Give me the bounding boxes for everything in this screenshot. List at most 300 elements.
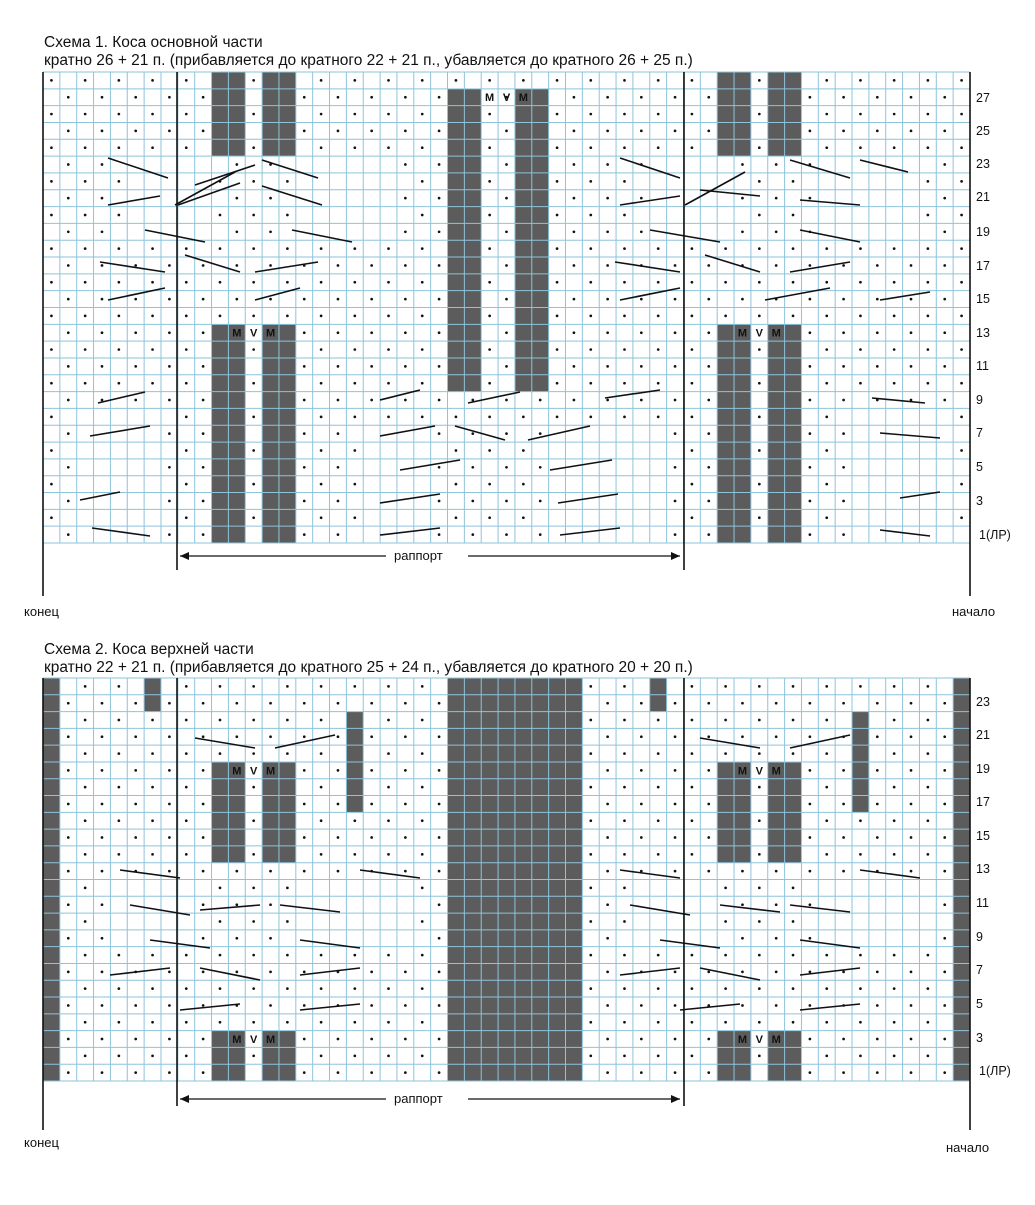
scheme2-row-3: 3 <box>976 1031 983 1045</box>
purl-dot <box>101 803 104 806</box>
purl-dot <box>927 853 930 856</box>
purl-dot <box>202 702 205 705</box>
purl-dot <box>775 903 778 906</box>
purl-dot <box>421 1054 424 1057</box>
purl-dot <box>606 1004 609 1007</box>
dark-cell <box>717 1064 734 1081</box>
purl-dot <box>337 836 340 839</box>
purl-dot <box>404 870 407 873</box>
purl-dot <box>252 1054 255 1057</box>
purl-dot <box>117 719 120 722</box>
scheme1-row-13: 13 <box>976 326 990 340</box>
purl-dot <box>202 1038 205 1041</box>
purl-dot <box>707 735 710 738</box>
purl-dot <box>741 903 744 906</box>
cable-cross <box>360 870 420 878</box>
dark-cell <box>498 695 515 712</box>
dark-cell <box>481 980 498 997</box>
dark-cell <box>498 863 515 880</box>
purl-dot <box>84 1054 87 1057</box>
dark-cell <box>768 779 785 796</box>
dark-cell <box>464 863 481 880</box>
cable-cross <box>180 1004 240 1010</box>
purl-dot <box>910 735 913 738</box>
dark-cell <box>549 812 566 829</box>
dark-cell <box>785 1031 802 1048</box>
purl-dot <box>825 1054 828 1057</box>
stitch-symbol: M <box>265 765 276 778</box>
purl-dot <box>252 752 255 755</box>
dark-cell <box>565 980 582 997</box>
dark-cell <box>212 779 229 796</box>
dark-cell <box>448 1047 465 1064</box>
purl-dot <box>67 803 70 806</box>
dark-cell <box>565 812 582 829</box>
purl-dot <box>117 685 120 688</box>
dark-cell <box>515 796 532 813</box>
purl-dot <box>842 1038 845 1041</box>
purl-dot <box>623 954 626 957</box>
dark-cell <box>717 1031 734 1048</box>
purl-dot <box>134 1071 137 1074</box>
purl-dot <box>792 752 795 755</box>
purl-dot <box>741 735 744 738</box>
dark-cell <box>498 1031 515 1048</box>
dark-cell <box>448 1064 465 1081</box>
dark-cell <box>532 863 549 880</box>
scheme2-row-7: 7 <box>976 963 983 977</box>
dark-cell <box>212 829 229 846</box>
purl-dot <box>219 887 222 890</box>
purl-dot <box>943 803 946 806</box>
purl-dot <box>101 836 104 839</box>
dark-cell <box>498 812 515 829</box>
purl-dot <box>320 1021 323 1024</box>
purl-dot <box>303 735 306 738</box>
dark-cell <box>43 913 60 930</box>
dark-cell <box>953 930 970 947</box>
dark-cell <box>43 997 60 1014</box>
purl-dot <box>623 752 626 755</box>
purl-dot <box>809 937 812 940</box>
dark-cell <box>481 829 498 846</box>
purl-dot <box>657 786 660 789</box>
purl-dot <box>438 803 441 806</box>
purl-dot <box>859 987 862 990</box>
purl-dot <box>202 803 205 806</box>
purl-dot <box>303 769 306 772</box>
dark-cell <box>953 762 970 779</box>
purl-dot <box>859 819 862 822</box>
purl-dot <box>387 752 390 755</box>
dark-cell <box>532 880 549 897</box>
dark-cell <box>144 678 161 695</box>
dark-cell <box>565 695 582 712</box>
dark-cell <box>549 728 566 745</box>
scheme2-title: Схема 2. Коса верхней части <box>44 641 254 658</box>
purl-dot <box>775 870 778 873</box>
purl-dot <box>168 735 171 738</box>
purl-dot <box>589 819 592 822</box>
dark-cell <box>481 678 498 695</box>
dark-cell <box>498 762 515 779</box>
stitch-symbol: V <box>755 327 763 340</box>
cable-cross <box>790 905 850 912</box>
scheme1-row-19: 19 <box>976 225 990 239</box>
purl-dot <box>809 1004 812 1007</box>
purl-dot <box>185 954 188 957</box>
dark-cell <box>498 963 515 980</box>
purl-dot <box>134 735 137 738</box>
dark-cell <box>212 796 229 813</box>
purl-dot <box>320 786 323 789</box>
purl-dot <box>387 786 390 789</box>
dark-cell <box>785 1047 802 1064</box>
purl-dot <box>67 769 70 772</box>
dark-cell <box>532 1014 549 1031</box>
dark-cell <box>498 712 515 729</box>
dark-cell <box>515 1047 532 1064</box>
purl-dot <box>370 1071 373 1074</box>
purl-dot <box>674 870 677 873</box>
purl-dot <box>219 719 222 722</box>
purl-dot <box>404 836 407 839</box>
purl-dot <box>927 819 930 822</box>
dark-cell <box>464 678 481 695</box>
purl-dot <box>724 1021 727 1024</box>
dark-cell <box>549 880 566 897</box>
purl-dot <box>758 920 761 923</box>
purl-dot <box>876 836 879 839</box>
dark-cell <box>549 712 566 729</box>
cable-cross <box>790 735 850 748</box>
purl-dot <box>943 836 946 839</box>
purl-dot <box>893 752 896 755</box>
dark-cell <box>464 947 481 964</box>
purl-dot <box>657 1054 660 1057</box>
dark-cell <box>785 812 802 829</box>
dark-cell <box>228 779 245 796</box>
purl-dot <box>387 819 390 822</box>
purl-dot <box>320 719 323 722</box>
scheme2-row-15: 15 <box>976 829 990 843</box>
purl-dot <box>235 903 238 906</box>
purl-dot <box>151 1021 154 1024</box>
dark-cell <box>515 1064 532 1081</box>
dark-cell <box>734 1064 751 1081</box>
scheme1-row-15: 15 <box>976 292 990 306</box>
dark-cell <box>43 863 60 880</box>
purl-dot <box>84 719 87 722</box>
purl-dot <box>640 803 643 806</box>
dark-cell <box>43 1064 60 1081</box>
purl-dot <box>84 954 87 957</box>
purl-dot <box>893 786 896 789</box>
purl-dot <box>758 954 761 957</box>
dark-cell <box>346 796 363 813</box>
dark-cell <box>498 728 515 745</box>
dark-cell <box>515 1031 532 1048</box>
purl-dot <box>67 702 70 705</box>
purl-dot <box>438 870 441 873</box>
purl-dot <box>842 769 845 772</box>
cable-cross <box>200 968 260 980</box>
purl-dot <box>353 685 356 688</box>
dark-cell <box>549 779 566 796</box>
purl-dot <box>927 786 930 789</box>
purl-dot <box>421 719 424 722</box>
purl-dot <box>84 887 87 890</box>
purl-dot <box>842 702 845 705</box>
purl-dot <box>353 1021 356 1024</box>
purl-dot <box>623 1054 626 1057</box>
dark-cell <box>212 1031 229 1048</box>
dark-cell <box>481 846 498 863</box>
purl-dot <box>943 702 946 705</box>
purl-dot <box>842 836 845 839</box>
purl-dot <box>927 954 930 957</box>
dark-cell <box>515 930 532 947</box>
purl-dot <box>185 819 188 822</box>
purl-dot <box>269 937 272 940</box>
purl-dot <box>67 903 70 906</box>
purl-dot <box>404 1038 407 1041</box>
purl-dot <box>117 853 120 856</box>
purl-dot <box>185 786 188 789</box>
dark-cell <box>464 796 481 813</box>
purl-dot <box>438 1038 441 1041</box>
dark-cell <box>464 846 481 863</box>
purl-dot <box>623 719 626 722</box>
purl-dot <box>67 1038 70 1041</box>
purl-dot <box>589 920 592 923</box>
dark-cell <box>464 980 481 997</box>
purl-dot <box>303 836 306 839</box>
dark-cell <box>515 1014 532 1031</box>
dark-cell <box>549 1014 566 1031</box>
dark-cell <box>565 963 582 980</box>
purl-dot <box>117 752 120 755</box>
purl-dot <box>589 719 592 722</box>
dark-cell <box>953 779 970 796</box>
dark-cell <box>515 745 532 762</box>
purl-dot <box>101 1038 104 1041</box>
dark-cell <box>448 913 465 930</box>
dark-cell <box>448 1014 465 1031</box>
purl-dot <box>421 920 424 923</box>
purl-dot <box>842 803 845 806</box>
scheme1-repeat-label: раппорт <box>394 548 443 563</box>
repeat-arrowhead-left <box>180 1095 189 1103</box>
dark-cell <box>717 1047 734 1064</box>
dark-cell <box>515 963 532 980</box>
purl-dot <box>269 1004 272 1007</box>
dark-cell <box>464 812 481 829</box>
dark-cell <box>481 779 498 796</box>
purl-dot <box>606 971 609 974</box>
stitch-symbol: M <box>232 1034 242 1047</box>
purl-dot <box>370 769 373 772</box>
dark-cell <box>953 1047 970 1064</box>
dark-cell <box>953 880 970 897</box>
dark-cell <box>532 947 549 964</box>
purl-dot <box>101 870 104 873</box>
dark-cell <box>464 745 481 762</box>
purl-dot <box>943 1004 946 1007</box>
purl-dot <box>876 1038 879 1041</box>
dark-cell <box>464 1031 481 1048</box>
dark-cell <box>464 1047 481 1064</box>
dark-cell <box>549 1064 566 1081</box>
cable-cross <box>200 905 260 910</box>
purl-dot <box>286 1021 289 1024</box>
purl-dot <box>775 1004 778 1007</box>
purl-dot <box>84 1021 87 1024</box>
purl-dot <box>134 769 137 772</box>
purl-dot <box>117 987 120 990</box>
dark-cell <box>464 880 481 897</box>
purl-dot <box>657 752 660 755</box>
dark-cell <box>953 678 970 695</box>
dark-cell <box>346 779 363 796</box>
purl-dot <box>825 853 828 856</box>
dark-cell <box>532 913 549 930</box>
purl-dot <box>387 1021 390 1024</box>
scheme2-row-5: 5 <box>976 997 983 1011</box>
purl-dot <box>235 971 238 974</box>
dark-cell <box>481 947 498 964</box>
purl-dot <box>792 920 795 923</box>
dark-cell <box>532 846 549 863</box>
purl-dot <box>438 1004 441 1007</box>
purl-dot <box>421 987 424 990</box>
stitch-symbol: M <box>232 327 242 340</box>
purl-dot <box>893 954 896 957</box>
dark-cell <box>212 846 229 863</box>
purl-dot <box>724 920 727 923</box>
dark-cell <box>448 963 465 980</box>
purl-dot <box>67 1004 70 1007</box>
dark-cell <box>953 695 970 712</box>
purl-dot <box>337 870 340 873</box>
purl-dot <box>859 685 862 688</box>
dark-cell <box>498 1047 515 1064</box>
purl-dot <box>67 836 70 839</box>
dark-cell <box>498 980 515 997</box>
dark-cell <box>515 829 532 846</box>
stitch-symbol: M <box>232 765 242 778</box>
dark-cell <box>43 678 60 695</box>
purl-dot <box>235 870 238 873</box>
dark-cell <box>481 728 498 745</box>
purl-dot <box>893 819 896 822</box>
purl-dot <box>623 819 626 822</box>
dark-cell <box>852 745 869 762</box>
purl-dot <box>589 887 592 890</box>
dark-cell <box>953 712 970 729</box>
purl-dot <box>235 937 238 940</box>
dark-cell <box>565 796 582 813</box>
scheme1-row-7: 7 <box>976 426 983 440</box>
purl-dot <box>134 1038 137 1041</box>
purl-dot <box>876 769 879 772</box>
dark-cell <box>498 896 515 913</box>
dark-cell <box>565 947 582 964</box>
dark-cell <box>532 728 549 745</box>
purl-dot <box>893 987 896 990</box>
purl-dot <box>758 887 761 890</box>
purl-dot <box>707 769 710 772</box>
scheme1-row-9: 9 <box>976 393 983 407</box>
purl-dot <box>876 1004 879 1007</box>
stitch-symbol: V <box>755 1034 763 1047</box>
dark-cell <box>515 695 532 712</box>
purl-dot <box>606 836 609 839</box>
purl-dot <box>370 735 373 738</box>
cable-cross <box>120 870 180 878</box>
dark-cell <box>565 779 582 796</box>
dark-cell <box>515 896 532 913</box>
purl-dot <box>809 870 812 873</box>
stitch-symbol: V <box>250 765 258 778</box>
purl-dot <box>421 853 424 856</box>
purl-dot <box>657 719 660 722</box>
dark-cell <box>43 796 60 813</box>
purl-dot <box>353 954 356 957</box>
purl-dot <box>606 769 609 772</box>
purl-dot <box>202 836 205 839</box>
purl-dot <box>185 719 188 722</box>
stitch-symbol: M <box>265 1034 276 1047</box>
purl-dot <box>842 870 845 873</box>
dark-cell <box>279 812 296 829</box>
purl-dot <box>606 937 609 940</box>
dark-cell <box>532 812 549 829</box>
purl-dot <box>438 1071 441 1074</box>
dark-cell <box>768 812 785 829</box>
dark-cell <box>785 846 802 863</box>
purl-dot <box>337 1071 340 1074</box>
dark-cell <box>464 896 481 913</box>
dark-cell <box>43 880 60 897</box>
purl-dot <box>84 987 87 990</box>
purl-dot <box>337 735 340 738</box>
purl-dot <box>623 685 626 688</box>
dark-cell <box>43 947 60 964</box>
dark-cell <box>464 728 481 745</box>
purl-dot <box>168 836 171 839</box>
dark-cell <box>532 829 549 846</box>
dark-cell <box>650 678 667 695</box>
purl-dot <box>674 836 677 839</box>
dark-cell <box>717 779 734 796</box>
stitch-symbol: M <box>771 765 781 778</box>
dark-cell <box>515 980 532 997</box>
purl-dot <box>168 702 171 705</box>
dark-cell <box>481 812 498 829</box>
purl-dot <box>370 1038 373 1041</box>
purl-dot <box>640 702 643 705</box>
purl-dot <box>859 954 862 957</box>
dark-cell <box>43 1031 60 1048</box>
purl-dot <box>606 702 609 705</box>
purl-dot <box>724 954 727 957</box>
purl-dot <box>674 1038 677 1041</box>
purl-dot <box>168 971 171 974</box>
dark-cell <box>549 963 566 980</box>
dark-cell <box>734 796 751 813</box>
purl-dot <box>657 819 660 822</box>
